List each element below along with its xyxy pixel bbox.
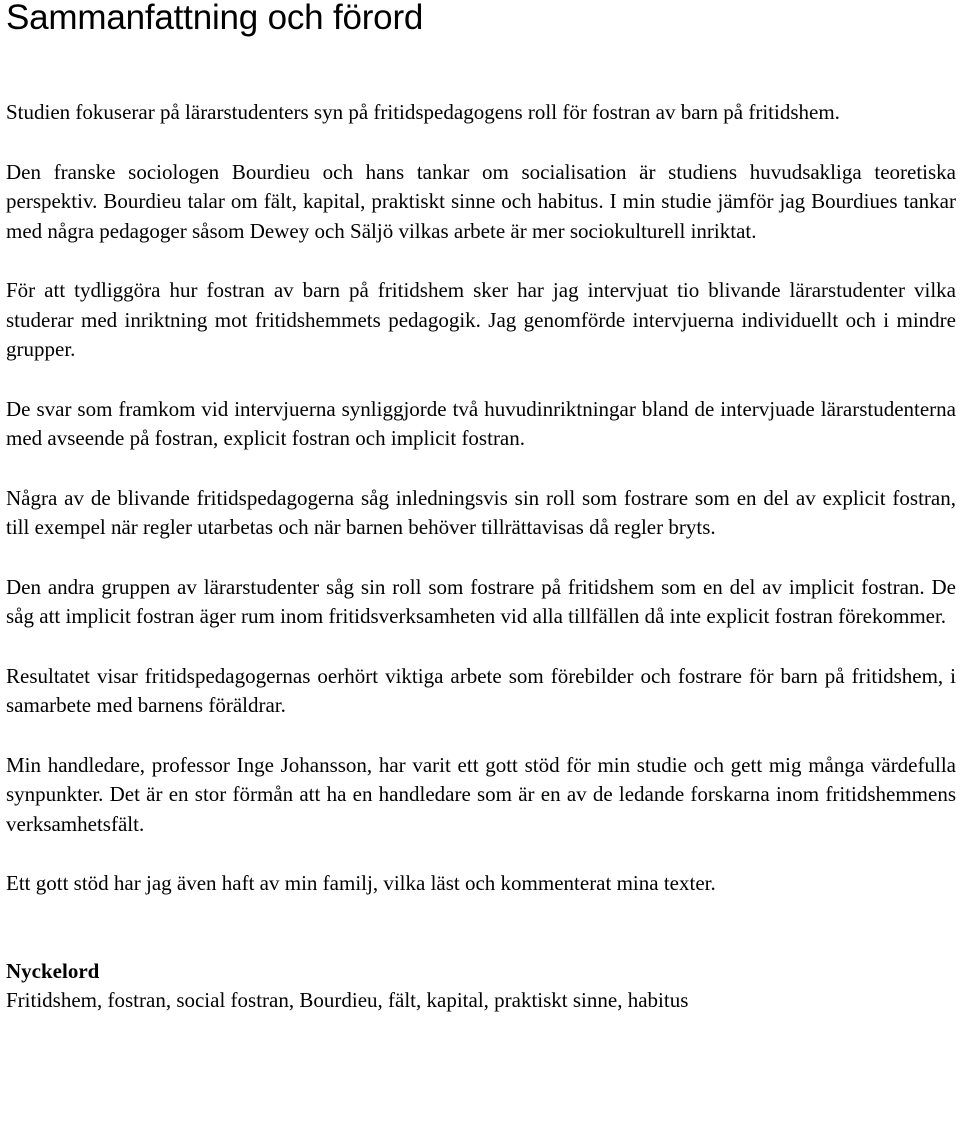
- paragraph-9: Ett gott stöd har jag även haft av min familj, vilka läst och kommenterat mina texter.: [6, 871, 716, 895]
- paragraph-1: Studien fokuserar på lärarstudenters syn på fritidspedagogens roll för fostran av barn på fritidshem.: [6, 100, 840, 124]
- paragraph-8: Min handledare, professor Inge Johansson, har varit ett gott stöd för min studie och gett mig många värdefulla synpunkter. Det är en stor förmån att ha en handledare som är en av de ledande forskarna inom fritidshemmens verksamhetsfält.: [6, 752, 956, 836]
- keywords-list: Fritidshem, fostran, social fostran, Bourdieu, fält, kapital, praktiskt sinne, habitus: [6, 988, 689, 1012]
- paragraph-6: Den andra gruppen av lärarstudenter såg sin roll som fostrare på fritidshem som en del av implicit fostran. De såg att implicit fostran äger rum inom fritidsverksamheten vid alla tillfällen då inte explicit fostran förekommer.: [6, 574, 956, 628]
- page-title: Sammanfattning och förord: [6, 0, 424, 37]
- paragraph-5: Några av de blivande fritidspedagogerna såg inledningsvis sin roll som fostrare som en del av explicit fostran, till exempel när regler utarbetas och när barnen behöver tillrättavisas då regler bryts.: [6, 485, 956, 539]
- document-page: [6, 0, 956, 1016]
- paragraph-2: Den franske sociologen Bourdieu och hans tankar om socialisation är studiens huvudsakliga teoretiska perspektiv. Bourdieu talar om fält, kapital, praktiskt sinne och habitus. I min studie jämför jag Bourdiues tankar med några pedagoger såsom Dewey och Säljö vilkas arbete är mer sociokulturell inriktat.: [6, 159, 956, 243]
- paragraph-7: Resultatet visar fritidspedagogernas oerhört viktiga arbete som förebilder och fostrare för barn på fritidshem, i samarbete med barnens föräldrar.: [6, 663, 956, 717]
- keywords-heading: Nyckelord: [6, 958, 100, 983]
- paragraph-4: De svar som framkom vid intervjuerna synliggjorde två huvudinriktningar bland de intervjuade lärarstudenterna med avseende på fostran, explicit fostran och implicit fostran.: [6, 396, 956, 450]
- paragraph-3: För att tydliggöra hur fostran av barn på fritidshem sker har jag intervjuat tio blivande lärarstudenter vilka studerar med inriktning mot fritidshemmets pedagogik. Jag genomförde intervjuerna individuellt och i mindre grupper.: [6, 278, 956, 361]
